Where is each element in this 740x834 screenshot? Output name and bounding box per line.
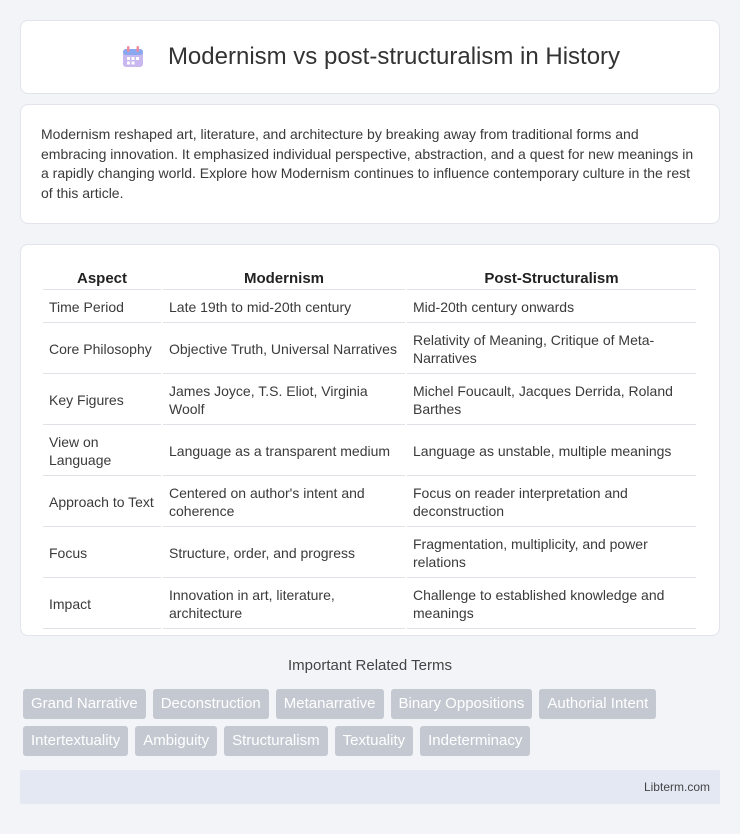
tag-metanarrative[interactable]: Metanarrative bbox=[276, 689, 384, 719]
related-terms-title: Important Related Terms bbox=[288, 657, 452, 674]
cell-post-structuralism: Mid-20th century onwards bbox=[407, 292, 696, 323]
cell-aspect: Core Philosophy bbox=[43, 325, 161, 374]
cell-post-structuralism: Relativity of Meaning, Critique of Meta-Narratives bbox=[407, 325, 696, 374]
table-row bbox=[43, 325, 696, 374]
table-row bbox=[43, 292, 696, 323]
header-post-structuralism: Post-Structuralism bbox=[407, 267, 696, 290]
header-aspect: Aspect bbox=[43, 267, 161, 290]
cell-aspect: Approach to Text bbox=[43, 478, 161, 527]
cell-aspect: Time Period bbox=[43, 292, 161, 323]
page-title: Modernism vs post-structuralism in History bbox=[167, 43, 621, 70]
footer bbox=[20, 770, 720, 804]
calendar-icon bbox=[120, 44, 146, 70]
tag-binary-oppositions[interactable]: Binary Oppositions bbox=[391, 689, 533, 719]
table-row bbox=[43, 580, 696, 629]
cell-aspect: Focus bbox=[43, 529, 161, 578]
table-header-row bbox=[43, 267, 696, 290]
cell-aspect: View on Language bbox=[43, 427, 161, 476]
intro-card bbox=[20, 104, 720, 224]
tag-authorial-intent[interactable]: Authorial Intent bbox=[539, 689, 656, 719]
tag-intertextuality[interactable]: Intertextuality bbox=[23, 726, 128, 756]
cell-modernism: Late 19th to mid-20th century bbox=[163, 292, 405, 323]
cell-post-structuralism: Language as unstable, multiple meanings bbox=[407, 427, 696, 476]
cell-modernism: Objective Truth, Universal Narratives bbox=[163, 325, 405, 374]
cell-modernism: Innovation in art, literature, architecture bbox=[163, 580, 405, 629]
cell-modernism: Structure, order, and progress bbox=[163, 529, 405, 578]
tag-structuralism[interactable]: Structuralism bbox=[224, 726, 328, 756]
related-terms-list bbox=[23, 689, 713, 763]
header-modernism: Modernism bbox=[163, 267, 405, 290]
tag-grand-narrative[interactable]: Grand Narrative bbox=[23, 689, 146, 719]
intro-text: Modernism reshaped art, literature, and architecture by breaking away from traditional forms and embracing innovation. It emphasized individual perspective, abstraction, and a quest for new meanings in a rapidly changing world. Explore how Modernism continues to influence contemporary culture in the rest of this article. bbox=[41, 126, 694, 201]
footer-site-link[interactable]: Libterm.com bbox=[643, 780, 710, 794]
cell-post-structuralism: Michel Foucault, Jacques Derrida, Roland Barthes bbox=[407, 376, 696, 425]
cell-aspect: Key Figures bbox=[43, 376, 161, 425]
cell-post-structuralism: Focus on reader interpretation and deconstruction bbox=[407, 478, 696, 527]
cell-post-structuralism: Fragmentation, multiplicity, and power relations bbox=[407, 529, 696, 578]
table-row bbox=[43, 478, 696, 527]
table-row bbox=[43, 529, 696, 578]
cell-modernism: Language as a transparent medium bbox=[163, 427, 405, 476]
cell-post-structuralism: Challenge to established knowledge and meanings bbox=[407, 580, 696, 629]
cell-modernism: James Joyce, T.S. Eliot, Virginia Woolf bbox=[163, 376, 405, 425]
cell-modernism: Centered on author's intent and coherence bbox=[163, 478, 405, 527]
tag-deconstruction[interactable]: Deconstruction bbox=[153, 689, 269, 719]
tag-ambiguity[interactable]: Ambiguity bbox=[135, 726, 217, 756]
table-row bbox=[43, 427, 696, 476]
table-row bbox=[43, 376, 696, 425]
header-card bbox=[20, 20, 720, 94]
tag-indeterminacy[interactable]: Indeterminacy bbox=[420, 726, 530, 756]
comparison-table bbox=[41, 265, 698, 631]
cell-aspect: Impact bbox=[43, 580, 161, 629]
tag-textuality[interactable]: Textuality bbox=[335, 726, 414, 756]
comparison-table-card bbox=[20, 244, 720, 636]
